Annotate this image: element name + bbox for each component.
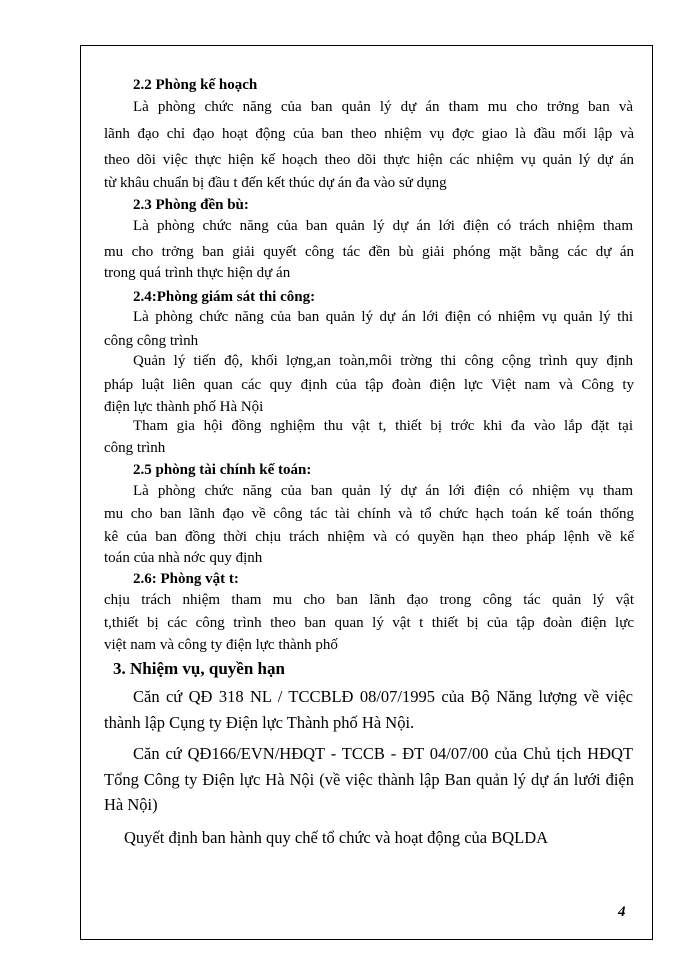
- s3-line-5: Hà Nội): [104, 795, 158, 814]
- s24-line-5: điện lực thành phố Hà Nội: [104, 399, 264, 415]
- heading-3: 3. Nhiệm vụ, quyền hạn: [113, 659, 285, 678]
- s3-line-6: Quyết định ban hành quy chế tổ chức và hoạt động của BQLDA: [124, 828, 549, 847]
- s24-line-3: Quản lý tiến độ, khối lợng,an toàn,môi trờng thi công cộng trình quy định: [133, 353, 633, 369]
- s25-line-2: mu cho ban lãnh đạo về công tác tài chính và tổ chức hạch toán kế toán thống: [104, 506, 634, 522]
- s23-line-3: trong quá trình thực hiện dự án: [104, 265, 291, 281]
- s24-line-6: Tham gia hội đồng nghiệm thu vật t, thiết bị trớc khi đa vào lắp đặt tại: [133, 418, 633, 434]
- heading-2-6: 2.6: Phòng vật t:: [133, 571, 239, 587]
- s26-line-1: chịu trách nhiệm tham mu cho ban lãnh đạo trong công tác quản lý vật: [104, 592, 634, 608]
- heading-2-3: 2.3 Phòng đền bù:: [133, 197, 249, 213]
- s24-line-7: công trình: [104, 440, 166, 456]
- s24-line-4: pháp luật liên quan các quy định của tập đoàn điện lực Việt nam và Công ty: [104, 377, 634, 393]
- s24-line-1: Là phòng chức năng của ban quản lý dự án lới điện có nhiệm vụ quản lý thi: [133, 309, 633, 325]
- heading-2-5: 2.5 phòng tài chính kế toán:: [133, 462, 312, 478]
- s24-line-2: công công trình: [104, 333, 199, 349]
- s26-line-3: việt nam và công ty điện lực thành phố: [104, 637, 338, 653]
- s22-line-1: Là phòng chức năng của ban quản lý dự án tham mu cho trởng ban và: [133, 99, 633, 115]
- heading-2-2: 2.2 Phòng kế hoạch: [133, 77, 258, 93]
- s23-line-1: Là phòng chức năng của ban quản lý dự án lới điện có trách nhiệm tham: [133, 218, 633, 234]
- s3-line-4: Tổng Công ty Điện lực Hà Nội (về việc thành lập Ban quản lý dự án lưới điện: [104, 770, 634, 789]
- s22-line-4: từ khâu chuẩn bị đầu t đến kết thúc dự án đa vào sử dụng: [104, 175, 447, 191]
- s26-line-2: t,thiết bị các công trình theo ban quan lý vật t thiết bị của tập đoàn điện lực: [104, 615, 634, 631]
- s22-line-2: lãnh đạo chỉ đạo hoạt động của ban theo nhiệm vụ đợc giao là đầu mối lập và: [104, 126, 634, 142]
- s25-line-1: Là phòng chức năng của ban quản lý dự án lới điện có nhiệm vụ tham: [133, 483, 633, 499]
- s3-line-3: Căn cứ QĐ166/EVN/HĐQT - TCCB - ĐT 04/07/00 của Chủ tịch HĐQT: [133, 744, 633, 763]
- page-number: 4: [618, 904, 626, 920]
- s25-line-3: kê của ban đồng thời chịu trách nhiệm và có quyền hạn theo pháp lệnh về kế: [104, 529, 634, 545]
- s3-line-2: thành lập Cụng ty Điện lực Thành phố Hà Nội.: [104, 713, 415, 732]
- heading-2-4: 2.4:Phòng giám sát thi công:: [133, 289, 316, 305]
- s25-line-4: toán của nhà nớc quy định: [104, 550, 263, 566]
- s22-line-3: theo dõi việc thực hiện kế hoạch theo dõi thực hiện các nhiệm vụ quản lý dự án: [104, 152, 634, 168]
- s3-line-1: Căn cứ QĐ 318 NL / TCCBLĐ 08/07/1995 của Bộ Năng lượng về việc: [133, 687, 633, 706]
- s23-line-2: mu cho trởng ban giải quyết công tác đền bù giải phóng mặt bằng các dự án: [104, 244, 634, 260]
